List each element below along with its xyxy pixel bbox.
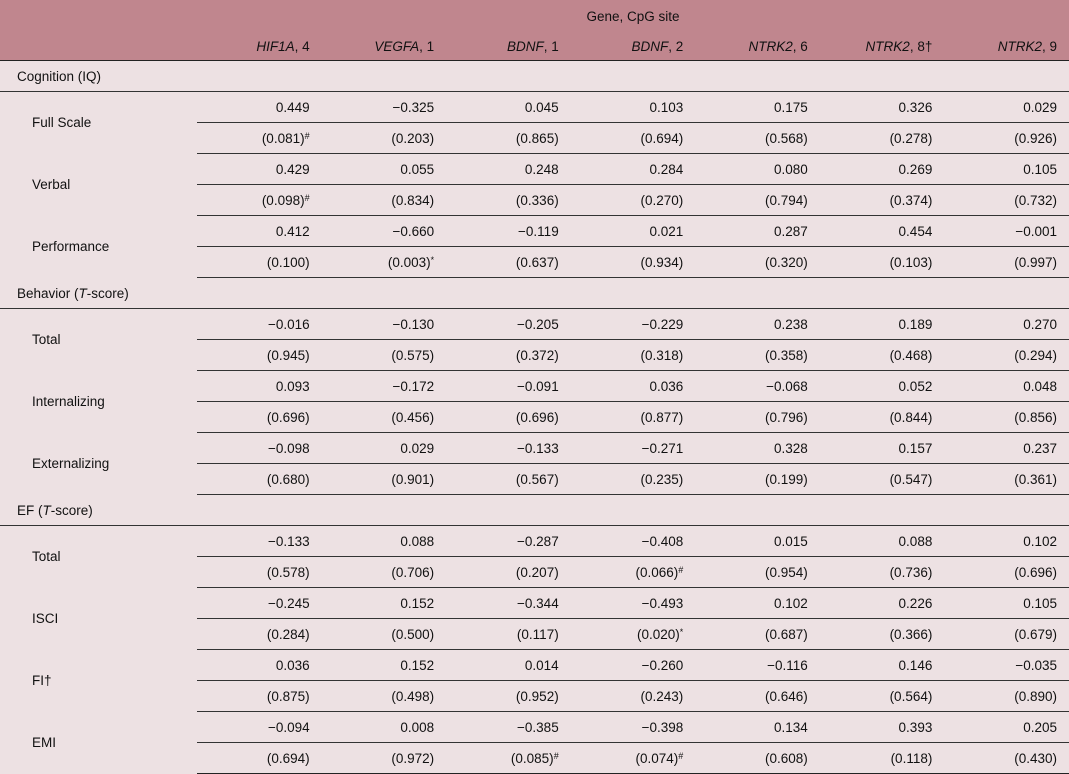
p-value-text: (0.844) xyxy=(889,409,933,425)
section-header xyxy=(0,495,1069,526)
p-value-text: (0.637) xyxy=(515,254,559,270)
table-row xyxy=(0,433,1069,464)
row-label: ISCI xyxy=(32,611,59,626)
p-value-text: (0.081) xyxy=(261,130,305,146)
p-value xyxy=(197,464,322,495)
correlation-value: 0.326 xyxy=(820,92,945,123)
table-row xyxy=(0,309,1069,340)
table-body xyxy=(0,61,1069,774)
correlation-value: 0.175 xyxy=(695,92,820,123)
p-value-text: (0.358) xyxy=(765,347,808,363)
p-value xyxy=(446,681,571,712)
p-value-text: (0.199) xyxy=(765,471,808,487)
p-value xyxy=(322,247,447,278)
p-value xyxy=(197,185,322,216)
column-header xyxy=(571,32,696,61)
section-title-italic: T xyxy=(78,285,87,301)
correlation-value: 0.449 xyxy=(197,92,322,123)
gene-name: BDNF xyxy=(631,38,669,54)
p-value xyxy=(571,123,696,154)
p-value-text: (0.926) xyxy=(1014,130,1057,146)
p-value-text: (0.934) xyxy=(640,254,684,270)
p-value-text: (0.834) xyxy=(391,192,435,208)
correlation-value: −0.035 xyxy=(944,650,1069,681)
significance-marker: # xyxy=(553,750,559,761)
correlation-value: 0.103 xyxy=(571,92,696,123)
p-value-text: (0.117) xyxy=(516,626,559,642)
p-value xyxy=(197,681,322,712)
p-value xyxy=(944,185,1069,216)
p-value xyxy=(322,402,447,433)
p-value xyxy=(944,340,1069,371)
table-row xyxy=(0,712,1069,743)
significance-marker: * xyxy=(430,254,435,265)
correlation-value: 0.152 xyxy=(322,650,447,681)
p-value xyxy=(820,681,945,712)
gene-name: VEGFA xyxy=(374,38,420,54)
p-value-text: (0.875) xyxy=(266,688,310,704)
correlation-value: −0.001 xyxy=(944,216,1069,247)
p-value xyxy=(944,557,1069,588)
column-header xyxy=(944,32,1069,61)
section-title: Behavior ( xyxy=(17,285,79,301)
significance-marker: # xyxy=(678,564,684,575)
p-value xyxy=(322,681,447,712)
correlation-value: −0.172 xyxy=(322,371,447,402)
correlation-value: 0.157 xyxy=(820,433,945,464)
column-header xyxy=(820,32,945,61)
correlation-value: −0.493 xyxy=(571,588,696,619)
p-value xyxy=(322,185,447,216)
corner-cell xyxy=(0,0,197,32)
p-value xyxy=(695,402,820,433)
correlation-value: 0.105 xyxy=(944,588,1069,619)
correlation-value: 0.052 xyxy=(820,371,945,402)
p-value-text: (0.103) xyxy=(889,254,933,270)
table-row xyxy=(0,154,1069,185)
p-value xyxy=(820,557,945,588)
p-value-text: (0.098) xyxy=(261,192,305,208)
p-value-text: (0.890) xyxy=(1014,688,1057,704)
p-value-text: (0.865) xyxy=(515,130,559,146)
p-value-text: (0.706) xyxy=(391,564,435,580)
p-value-text: (0.318) xyxy=(640,347,684,363)
correlation-value: 0.269 xyxy=(820,154,945,185)
p-value xyxy=(571,557,696,588)
column-header xyxy=(322,32,447,61)
p-value xyxy=(446,464,571,495)
gene-name: BDNF xyxy=(506,38,544,54)
correlation-value: −0.016 xyxy=(197,309,322,340)
p-value xyxy=(446,557,571,588)
correlation-value: 0.237 xyxy=(944,433,1069,464)
p-value-text: (0.997) xyxy=(1014,254,1057,270)
correlation-value: 0.080 xyxy=(695,154,820,185)
table-row xyxy=(0,371,1069,402)
gene-name: HIF1A xyxy=(256,38,295,54)
correlation-value: 0.412 xyxy=(197,216,322,247)
p-value xyxy=(695,185,820,216)
p-value-text: (0.336) xyxy=(515,192,559,208)
p-value-text: (0.456) xyxy=(391,409,435,425)
gene-name: NTRK2 xyxy=(997,38,1042,54)
correlation-value: 0.029 xyxy=(322,433,447,464)
correlation-value: 0.146 xyxy=(820,650,945,681)
p-value xyxy=(197,247,322,278)
p-value-text: (0.567) xyxy=(515,471,559,487)
p-value xyxy=(695,123,820,154)
p-value xyxy=(322,557,447,588)
correlation-value: 0.205 xyxy=(944,712,1069,743)
correlation-value: 0.015 xyxy=(695,526,820,557)
section-header xyxy=(0,61,1069,92)
correlation-value: −0.245 xyxy=(197,588,322,619)
correlation-value: 0.248 xyxy=(446,154,571,185)
p-value-text: (0.366) xyxy=(889,626,933,642)
correlation-value: 0.021 xyxy=(571,216,696,247)
p-value-text: (0.877) xyxy=(640,409,684,425)
correlation-value: −0.091 xyxy=(446,371,571,402)
p-value-text: (0.796) xyxy=(765,409,808,425)
correlation-value: −0.344 xyxy=(446,588,571,619)
correlation-value: −0.130 xyxy=(322,309,447,340)
correlation-value: −0.119 xyxy=(446,216,571,247)
correlation-value: −0.408 xyxy=(571,526,696,557)
p-value xyxy=(197,557,322,588)
p-value-text: (0.066) xyxy=(635,564,679,580)
p-value-text: (0.732) xyxy=(1014,192,1057,208)
p-value xyxy=(820,402,945,433)
gene-name: NTRK2 xyxy=(865,38,910,54)
p-value xyxy=(571,681,696,712)
p-value xyxy=(820,340,945,371)
p-value-text: (0.972) xyxy=(391,750,435,766)
correlation-value: −0.287 xyxy=(446,526,571,557)
p-value-text: (0.696) xyxy=(515,409,559,425)
p-value xyxy=(571,402,696,433)
correlation-value: 0.093 xyxy=(197,371,322,402)
correlation-value: 0.429 xyxy=(197,154,322,185)
section-title: Cognition (IQ) xyxy=(17,68,102,84)
correlation-value: 0.036 xyxy=(571,371,696,402)
correlation-value: 0.102 xyxy=(944,526,1069,557)
p-value-text: (0.547) xyxy=(889,471,933,487)
p-value-text: (0.361) xyxy=(1014,471,1057,487)
p-value-text: (0.074) xyxy=(635,750,679,766)
correlation-value: 0.045 xyxy=(446,92,571,123)
p-value-text: (0.003) xyxy=(387,254,431,270)
p-value-text: (0.608) xyxy=(765,750,808,766)
p-value-text: (0.020) xyxy=(636,626,680,642)
correlation-value: 0.393 xyxy=(820,712,945,743)
significance-marker: # xyxy=(678,750,684,761)
correlation-value: −0.325 xyxy=(322,92,447,123)
section-title-suffix: -score) xyxy=(86,285,129,301)
row-label: Total xyxy=(32,332,61,348)
correlation-value: 0.014 xyxy=(446,650,571,681)
correlation-value: −0.229 xyxy=(571,309,696,340)
p-value-text: (0.575) xyxy=(391,347,435,363)
p-value xyxy=(695,247,820,278)
p-value xyxy=(820,743,945,774)
p-value-text: (0.372) xyxy=(515,347,559,363)
p-value xyxy=(820,185,945,216)
cpg-site: , 8† xyxy=(909,38,933,54)
row-label: Internalizing xyxy=(32,394,105,409)
p-value xyxy=(820,247,945,278)
correlation-value: 0.134 xyxy=(695,712,820,743)
p-value xyxy=(695,619,820,650)
p-value xyxy=(322,340,447,371)
row-label: Performance xyxy=(32,239,110,254)
p-value xyxy=(446,247,571,278)
p-value xyxy=(446,340,571,371)
correlation-value: 0.036 xyxy=(197,650,322,681)
p-value xyxy=(322,743,447,774)
p-value-text: (0.952) xyxy=(515,688,559,704)
significance-marker: * xyxy=(679,626,684,637)
p-value xyxy=(446,402,571,433)
p-value-text: (0.243) xyxy=(640,688,684,704)
correlation-value: −0.398 xyxy=(571,712,696,743)
correlation-value: −0.094 xyxy=(197,712,322,743)
table-row xyxy=(0,526,1069,557)
correlation-value: 0.328 xyxy=(695,433,820,464)
cpg-site: , 2 xyxy=(668,38,684,54)
correlation-value: 0.270 xyxy=(944,309,1069,340)
p-value xyxy=(322,123,447,154)
correlation-value: 0.029 xyxy=(944,92,1069,123)
p-value xyxy=(322,464,447,495)
p-value xyxy=(695,557,820,588)
p-value xyxy=(944,402,1069,433)
cpg-site: , 1 xyxy=(419,38,435,54)
p-value xyxy=(944,619,1069,650)
column-header xyxy=(197,32,322,61)
p-value xyxy=(571,340,696,371)
p-value-text: (0.694) xyxy=(266,750,310,766)
correlation-value: −0.133 xyxy=(197,526,322,557)
p-value xyxy=(197,619,322,650)
column-header xyxy=(695,32,820,61)
p-value xyxy=(820,464,945,495)
p-value-text: (0.954) xyxy=(765,564,808,580)
p-value-text: (0.085) xyxy=(510,750,554,766)
section-title: EF ( xyxy=(17,502,43,518)
table-row xyxy=(0,216,1069,247)
correlation-value: 0.152 xyxy=(322,588,447,619)
correlation-value: −0.116 xyxy=(695,650,820,681)
p-value xyxy=(446,743,571,774)
cpg-site: , 6 xyxy=(792,38,808,54)
row-label: FI† xyxy=(32,673,52,688)
p-value xyxy=(446,123,571,154)
p-value xyxy=(446,185,571,216)
p-value-text: (0.945) xyxy=(266,347,310,363)
p-value xyxy=(820,619,945,650)
p-value-text: (0.374) xyxy=(889,192,933,208)
p-value xyxy=(197,402,322,433)
p-value xyxy=(571,464,696,495)
correlation-value: −0.660 xyxy=(322,216,447,247)
correlation-value: 0.102 xyxy=(695,588,820,619)
correlation-value: 0.226 xyxy=(820,588,945,619)
p-value xyxy=(571,185,696,216)
correlation-value: −0.271 xyxy=(571,433,696,464)
table-row xyxy=(0,92,1069,123)
p-value-text: (0.694) xyxy=(640,130,684,146)
p-value xyxy=(695,464,820,495)
p-value-text: (0.468) xyxy=(889,347,933,363)
p-value-text: (0.578) xyxy=(266,564,310,580)
p-value xyxy=(571,743,696,774)
p-value xyxy=(944,464,1069,495)
p-value-text: (0.696) xyxy=(266,409,310,425)
significance-marker: # xyxy=(304,130,310,141)
row-label: Externalizing xyxy=(32,456,110,471)
cpg-site: , 9 xyxy=(1041,38,1057,54)
p-value-text: (0.100) xyxy=(266,254,310,270)
correlation-value: −0.205 xyxy=(446,309,571,340)
correlation-value: 0.238 xyxy=(695,309,820,340)
column-header xyxy=(446,32,571,61)
correlation-value: −0.260 xyxy=(571,650,696,681)
p-value-text: (0.278) xyxy=(889,130,933,146)
p-value xyxy=(944,123,1069,154)
p-value xyxy=(197,123,322,154)
p-value xyxy=(571,247,696,278)
p-value xyxy=(322,619,447,650)
p-value-text: (0.203) xyxy=(391,130,435,146)
cpg-site: , 4 xyxy=(294,38,310,54)
p-value-text: (0.901) xyxy=(391,471,435,487)
section-header xyxy=(0,278,1069,309)
correlation-value: 0.189 xyxy=(820,309,945,340)
row-label: EMI xyxy=(32,735,57,750)
p-value-text: (0.294) xyxy=(1014,347,1057,363)
p-value xyxy=(695,743,820,774)
p-value xyxy=(197,743,322,774)
p-value-text: (0.679) xyxy=(1014,626,1057,642)
correlation-value: 0.008 xyxy=(322,712,447,743)
p-value xyxy=(197,340,322,371)
p-value-text: (0.235) xyxy=(640,471,684,487)
p-value-text: (0.568) xyxy=(765,130,808,146)
correlation-value: 0.284 xyxy=(571,154,696,185)
cpg-site: , 1 xyxy=(543,38,559,54)
gene-name: NTRK2 xyxy=(748,38,793,54)
p-value-text: (0.500) xyxy=(391,626,435,642)
p-value-text: (0.687) xyxy=(765,626,808,642)
correlation-value: −0.098 xyxy=(197,433,322,464)
p-value-text: (0.856) xyxy=(1014,409,1057,425)
p-value-text: (0.118) xyxy=(890,750,933,766)
group-header: Gene, CpG site xyxy=(197,0,1069,32)
p-value xyxy=(944,247,1069,278)
p-value-text: (0.564) xyxy=(889,688,933,704)
p-value-text: (0.794) xyxy=(765,192,808,208)
correlation-value: 0.105 xyxy=(944,154,1069,185)
significance-marker: # xyxy=(304,192,310,203)
correlation-value: 0.454 xyxy=(820,216,945,247)
correlation-value: −0.385 xyxy=(446,712,571,743)
table-row xyxy=(0,650,1069,681)
p-value-text: (0.284) xyxy=(266,626,310,642)
p-value-text: (0.498) xyxy=(391,688,435,704)
p-value-text: (0.320) xyxy=(765,254,808,270)
row-label: Full Scale xyxy=(32,115,92,131)
correlation-value: −0.068 xyxy=(695,371,820,402)
correlation-value: 0.055 xyxy=(322,154,447,185)
correlation-value: 0.088 xyxy=(322,526,447,557)
table-row xyxy=(0,588,1069,619)
p-value-text: (0.270) xyxy=(640,192,684,208)
p-value-text: (0.430) xyxy=(1014,750,1057,766)
p-value-text: (0.207) xyxy=(515,564,559,580)
p-value xyxy=(944,743,1069,774)
p-value-text: (0.646) xyxy=(765,688,808,704)
p-value xyxy=(695,340,820,371)
correlation-value: 0.088 xyxy=(820,526,945,557)
section-title-suffix: -score) xyxy=(50,502,93,518)
correlation-value: −0.133 xyxy=(446,433,571,464)
section-title-italic: T xyxy=(42,502,51,518)
p-value-text: (0.736) xyxy=(889,564,933,580)
p-value xyxy=(571,619,696,650)
p-value-text: (0.680) xyxy=(266,471,310,487)
p-value xyxy=(446,619,571,650)
p-value xyxy=(944,681,1069,712)
p-value xyxy=(695,681,820,712)
correlation-value: 0.048 xyxy=(944,371,1069,402)
p-value xyxy=(820,123,945,154)
p-value-text: (0.696) xyxy=(1014,564,1057,580)
row-label: Total xyxy=(32,549,61,565)
correlation-value: 0.287 xyxy=(695,216,820,247)
corner-cell xyxy=(0,32,197,61)
row-label: Verbal xyxy=(32,177,71,192)
